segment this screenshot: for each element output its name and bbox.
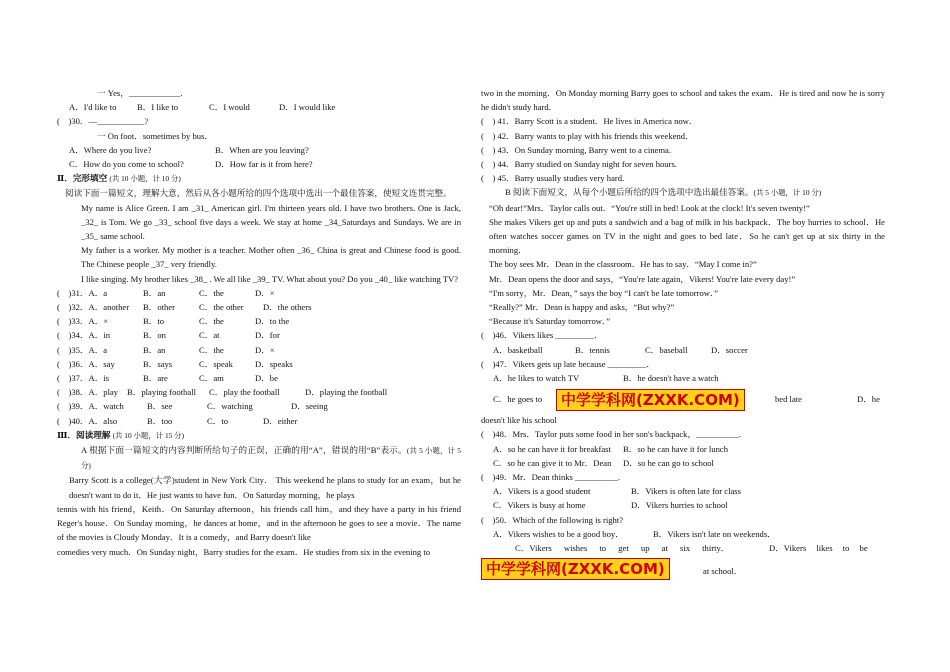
option: D．to the (255, 316, 290, 327)
q49-options-2 (481, 498, 885, 512)
option-row (57, 357, 461, 371)
option: D．playing the football (305, 387, 388, 398)
tf-item: ( ) 42．Barry wants to play with his friends this weekend． (481, 130, 694, 141)
q30-options-2 (57, 157, 461, 171)
option: A．I'd like to (69, 102, 117, 113)
option: D．soccer (711, 344, 748, 355)
section-2-heading (57, 171, 461, 186)
section-note: (共 10 小题，计 10 分) (109, 174, 181, 184)
option: C．the other (199, 302, 244, 313)
option: B．so he can have it for lunch (623, 443, 729, 454)
option: ( )32．A．another (57, 302, 130, 313)
q30-stem: ( )30．—___________? (57, 116, 149, 127)
option-row (57, 385, 461, 399)
section-note: (共 5 小题，计 10 分) (753, 188, 822, 198)
q48-stem: ( )48．Mrs．Taylor puts some food in her son's backpack，__________. (481, 429, 742, 440)
watermark-stamp: 中学学科网(ZXXK.COM) (481, 558, 670, 580)
option: D．How far is it from here? (215, 159, 313, 170)
option: C．play the football (209, 387, 280, 398)
option: C．the (199, 287, 224, 298)
option: B．too (147, 415, 173, 426)
option-row (57, 328, 461, 342)
option: C．baseball (645, 344, 688, 355)
option: B．on (143, 330, 166, 341)
option: D．either (263, 415, 298, 426)
option: C．Vikers wishes to get up at six thirty． (515, 543, 730, 554)
option: D．he (857, 394, 880, 405)
watermark-stamp: 中学学科网(ZXXK.COM) (556, 389, 745, 411)
section-note: (共 5 小题，计 5 分) (81, 446, 462, 471)
q46-options (481, 343, 885, 357)
option: D．for (255, 330, 280, 341)
instruction-text: B 阅读下面短文，从每个小题后所给的四个选项中选出最佳答案。 (505, 187, 754, 198)
option: D．I would like (279, 102, 336, 113)
option: C．to (207, 415, 229, 426)
option: B．to (143, 316, 165, 327)
tf-item: ( ) 44．Barry studied on Sunday night for seven hours. (481, 159, 677, 170)
option: D．the others (263, 302, 312, 313)
option: C．speak (199, 358, 233, 369)
option: B．an (143, 287, 166, 298)
option-row (57, 300, 461, 314)
option: A．Where do you live? (69, 144, 152, 155)
passage-b-paragraph: She makes Vikers get up and puts a sandwich and a bag of milk in his backpack．The boy hurries to school．He often watches soccer games on TV in the night and goes to bed late．So he can't get up at six thirty in the morning． (489, 216, 885, 256)
option: A．basketball (493, 344, 543, 355)
option: B．tennis (575, 344, 610, 355)
q30-reply: 一 On foot．sometimes by bus． (97, 130, 214, 141)
option: A．so he can have it for breakfast (493, 443, 611, 454)
option: C．the (199, 316, 224, 327)
option: B．Vikers isn't late on weekends． (653, 528, 776, 539)
option: B．are (143, 373, 168, 384)
option: B．he doesn't have a watch (623, 373, 719, 384)
passage-b-paragraph: “I'm sorry，Mr．Dean，” says the boy “I can't be late tomorrow．” (489, 287, 719, 298)
option: C．the (199, 344, 224, 355)
option: D．seeing (291, 401, 328, 412)
q30-options (57, 143, 461, 157)
tf-item: ( ) 43．On Sunday morning, Barry went to a cinema. (481, 144, 671, 155)
q49-stem: ( )49．Mr．Dean thinks __________. (481, 472, 621, 483)
option-row (57, 371, 461, 385)
option-row (57, 314, 461, 328)
option: C．How do you come to school? (69, 159, 184, 170)
q50-options-2 (481, 541, 885, 555)
passage-a-paragraph: comedies very much．On Sunday night，Barry studies for the exam．He studies from six in the evening to (57, 546, 431, 557)
option: ( )40．A．also (57, 415, 118, 426)
option: C．he goes to (493, 394, 543, 405)
option: ( )39．A．watch (57, 401, 124, 412)
option-row (57, 343, 461, 357)
q50-options (481, 527, 885, 541)
cloze-paragraph: My father is a worker. My mother is a teacher. Mother often _36_ China is great and Chinese food is good. The Chinese people _37_ very friendly. (81, 245, 461, 270)
option: C．am (199, 373, 224, 384)
option-continuation: doesn't like his school (481, 415, 557, 426)
option: ( )31．A．a (57, 287, 108, 298)
option: D．be (255, 373, 278, 384)
option: A．Vikers is a good student (493, 486, 591, 497)
option: D．Vikers hurries to school (631, 500, 728, 511)
option: D．speaks (255, 358, 293, 369)
option: D．× (255, 287, 275, 298)
option: B．see (147, 401, 173, 412)
option: ( )33．A．× (57, 316, 109, 327)
passage-b-paragraph: “Because it's Saturday tomorrow．” (489, 316, 611, 327)
option: B．I like to (137, 102, 179, 113)
passage-b-paragraph: Mr．Dean opens the door and says，“You're late again，Vikers! You're late every day!” (489, 273, 796, 284)
cloze-options (57, 286, 461, 428)
q47-stem: ( )47．Vikers gets up late because _________． (481, 358, 655, 369)
passage-a-paragraph: tennis with his friend，Keith．On Saturday afternoon，his friends call him，and they have a party in his friend Reger's house．On Sunday morning，he dances at home，and in the afternoon he goes to see a movie．The name of the movies is Cloudy Monday．It is a comedy，and Barry doesn't like (57, 503, 461, 543)
option: B．says (143, 358, 173, 369)
section-title: Ⅱ．完形填空 (57, 173, 108, 184)
option: C．I would (209, 102, 250, 113)
q46-stem: ( )46．Vikers likes _________． (481, 330, 603, 341)
passage-b-paragraph: The boy sees Mr．Dean in the classroom．He has to say．“May I come in?” (489, 259, 757, 270)
instruction-text: A 根据下面一篇短文的内容判断所给句子的正误，正确的用“A”，错误的用“B”表示。 (81, 445, 407, 456)
option: B．other (143, 302, 175, 313)
option: ( )35．A．a (57, 344, 108, 355)
passage-b-paragraph: “Really?” Mr．Dean is happy and asks，“But why?” (489, 302, 675, 313)
option: B．When are you leaving? (215, 144, 309, 155)
option: C．so he can give it to Mr．Dean (493, 457, 612, 468)
option-row (57, 414, 461, 428)
q50-stem: ( )50．Which of the following is right? (481, 514, 624, 525)
section-3a-instructions (57, 443, 461, 473)
tf-item: ( ) 41．Barry Scott is a student．He lives in America now． (481, 116, 698, 127)
cloze-paragraph: My name is Alice Green. I am _31_ American girl. I'm thirteen years old. I have two brothers. One is Jack, _32_ is Tom. We go _33_ school five days a week. We stay at home _34_Saturdays and Sundays. We are in _35_ same school. (81, 202, 461, 242)
section-2-instructions: 阅读下面一篇短文，理解大意，然后从各小题所给的四个选项中选出一个最佳答案，使短文连贯完整。 (65, 188, 452, 199)
section-note: (共 10 小题，计 15 分) (112, 430, 185, 440)
option-tail: at school． (703, 566, 743, 577)
passage-a-continuation: two in the morning．On Monday morning Barry goes to school and takes the exam．He is tired and now he is sorry he didn't study hard． (481, 88, 885, 113)
option-row (57, 399, 461, 413)
cloze-paragraph: I like singing. My brother likes _38_ . We all like _39_ TV. What about you? Do you _40_ like watching TV? (81, 273, 459, 284)
left-column (57, 86, 461, 559)
option: D．Vikers likes to be (769, 543, 868, 554)
q49-options (481, 484, 885, 498)
option: C．at (199, 330, 220, 341)
option: ( )34．A．in (57, 330, 110, 341)
q48-options-2 (481, 456, 885, 470)
q48-options (481, 442, 885, 456)
section-title: Ⅲ．阅读理解 (57, 429, 111, 440)
option: C．Vikers is busy at home (493, 500, 586, 511)
option-row (57, 286, 461, 300)
option: D．× (255, 344, 275, 355)
passage-b-paragraph: “Oh dear!”Mrs．Taylor calls out．“You're still in bed! Look at the clock! It's seven twenty!” (489, 202, 810, 213)
option: B．playing football (127, 387, 196, 398)
option: A．he likes to watch TV (493, 373, 580, 384)
passage-a-paragraph: Barry Scott is a college(大学)student in New York City． This weekend he plans to study for an exam，but he doesn't want to do it．He just wants to have fun．On Saturday morning，he plays (69, 475, 461, 500)
q29-options (57, 100, 461, 114)
option: C．watching (207, 401, 253, 412)
option: D．so he can go to school (623, 457, 714, 468)
option: A．Vikers wishes to be a good boy． (493, 528, 624, 539)
option-tail: bed late (775, 394, 802, 405)
q47-options (481, 371, 885, 385)
option: ( )37．A．is (57, 373, 110, 384)
section-3-heading (57, 428, 461, 443)
tf-item: ( ) 45．Barry usually studies very hard. (481, 173, 625, 184)
q29-answer-line: 一 Yes，____________. (97, 88, 183, 98)
option: ( )38．A．play (57, 387, 119, 398)
section-3b-instructions (481, 185, 885, 200)
option: B．Vikers is often late for class (631, 486, 741, 497)
right-column (481, 86, 885, 583)
option: B．an (143, 344, 166, 355)
option: ( )36．A．say (57, 358, 115, 369)
